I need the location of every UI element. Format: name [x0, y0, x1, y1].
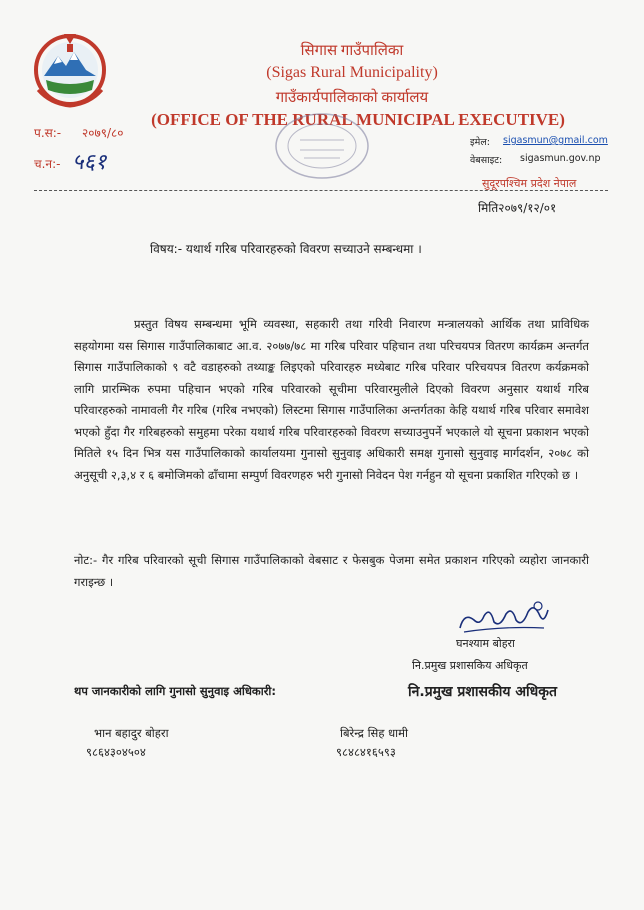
dispatch-number: ५६१: [72, 150, 107, 175]
header-divider: [34, 190, 608, 191]
email-label: इमेल:: [470, 137, 490, 148]
province-name: सुदूरपश्चिम प्रदेश नेपाल: [482, 177, 577, 190]
contact-phone: ९८६४३०४५०४: [86, 745, 146, 759]
note-paragraph: नोट:- गैर गरिब परिवारको सूची सिगास गाउँपालिकाको वेबसाट र फेसबुक पेजमा समेत प्रकाशन गरिएको व्यहोरा जानकारी गराइन्छ ।: [74, 553, 589, 589]
reference-label: प.स:-: [34, 126, 62, 140]
website-value: sigasmun.gov.np: [520, 153, 601, 164]
letter-subject: विषय:- यथार्थ गरिब परिवारहरुको विवरण सच्याउने सम्बन्धमा ।: [150, 242, 422, 256]
signatory-title: नि.प्रमुख प्रशासकिय अधिकृत: [412, 659, 528, 672]
reference-number: २०७९/८०: [82, 126, 124, 140]
contact-phone: ९८४८४१६५९३: [336, 745, 396, 759]
grievance-officer-label: थप जानकारीको लागि गुनासो सुनुवाइ अधिकारी:: [74, 684, 277, 698]
office-stamp: [272, 110, 372, 182]
body-paragraph: प्रस्तुत विषय सम्बन्धमा भूमि व्यवस्था, सहकारी तथा गरिवी निवारण मन्त्रालयको आर्थिक तथा प्राविधिक सहयोगमा यस सिगास गाउँपालिकाबाट आ.व. २०७७/७८ मा गरिब परिवार पहिचान तथा परिचयपत्र वितरण कार्यक्रम अन्तर्गत सिगास गाउँपालिकाको ९ वटै वडाहरुको तथ्याङ्क लिइएको परिवारहरु मध्येबाट गरिब परिवार परिचयपत्र वितरण कर्यक्रमको लागि प्रारम्भिक रुपमा पहिचान भएको गरिब परिवारको सूचीमा परिवारमुलीले दिएको विवरण अनुसार यथार्थ गरिब परिवारहरुको नामावली गैर गरिब (गरिब नभएको) लिस्टमा सिगास गाउँपालिका अन्तर्गतका केहि यथार्थ गरिब परिवार समावेश भएको हुँदा गैर गरिबहरुको समुहमा परेका यथार्थ गरिब परिवारहरुको विवरण सच्याउनुपर्ने भएकाले यो सूचना प्रकाशन भएको मितिले १५ दिन भित्र यस गाउँपालिकाको कार्यालयमा गुनासो सुनुवाइ अधिकारी समक्ष गुनासो सुनुवाइ मार्गदर्शन, २०७८ को अनुसूची २,३,४ र ६ बमोजिमको ढाँचामा सम्पुर्ण विवरणहरु भरी गुनासो निवेदन पेश गर्नहुन यो सूचना प्रकाशित गरिएको छ ।: [74, 317, 589, 482]
officer-rubber-stamp: नि.प्रमुख प्रशासकीय अधिकृत: [408, 684, 557, 700]
municipality-name-en: (Sigas Rural Municipality): [266, 64, 438, 81]
contact-name: भान बहादुर बोहरा: [94, 726, 169, 740]
handwritten-signature: [454, 598, 550, 638]
contact-name: बिरेन्द्र सिह धामी: [340, 726, 408, 740]
website-label: वेबसाइट:: [470, 155, 503, 166]
municipality-name-np: सिगास गाउँपालिका: [300, 43, 404, 59]
office-name-en: (OFFICE OF THE RURAL MUNICIPAL EXECUTIVE): [151, 110, 565, 129]
dispatch-label: च.न:-: [34, 157, 61, 171]
office-name-np: गाउँकार्यपालिकाको कार्यालय: [275, 90, 429, 106]
email-link[interactable]: sigasmun@gmail.com: [503, 135, 608, 146]
signatory-name: घनश्याम बोहरा: [456, 637, 515, 650]
letter-date: मिति२०७९/१२/०१: [478, 201, 557, 215]
